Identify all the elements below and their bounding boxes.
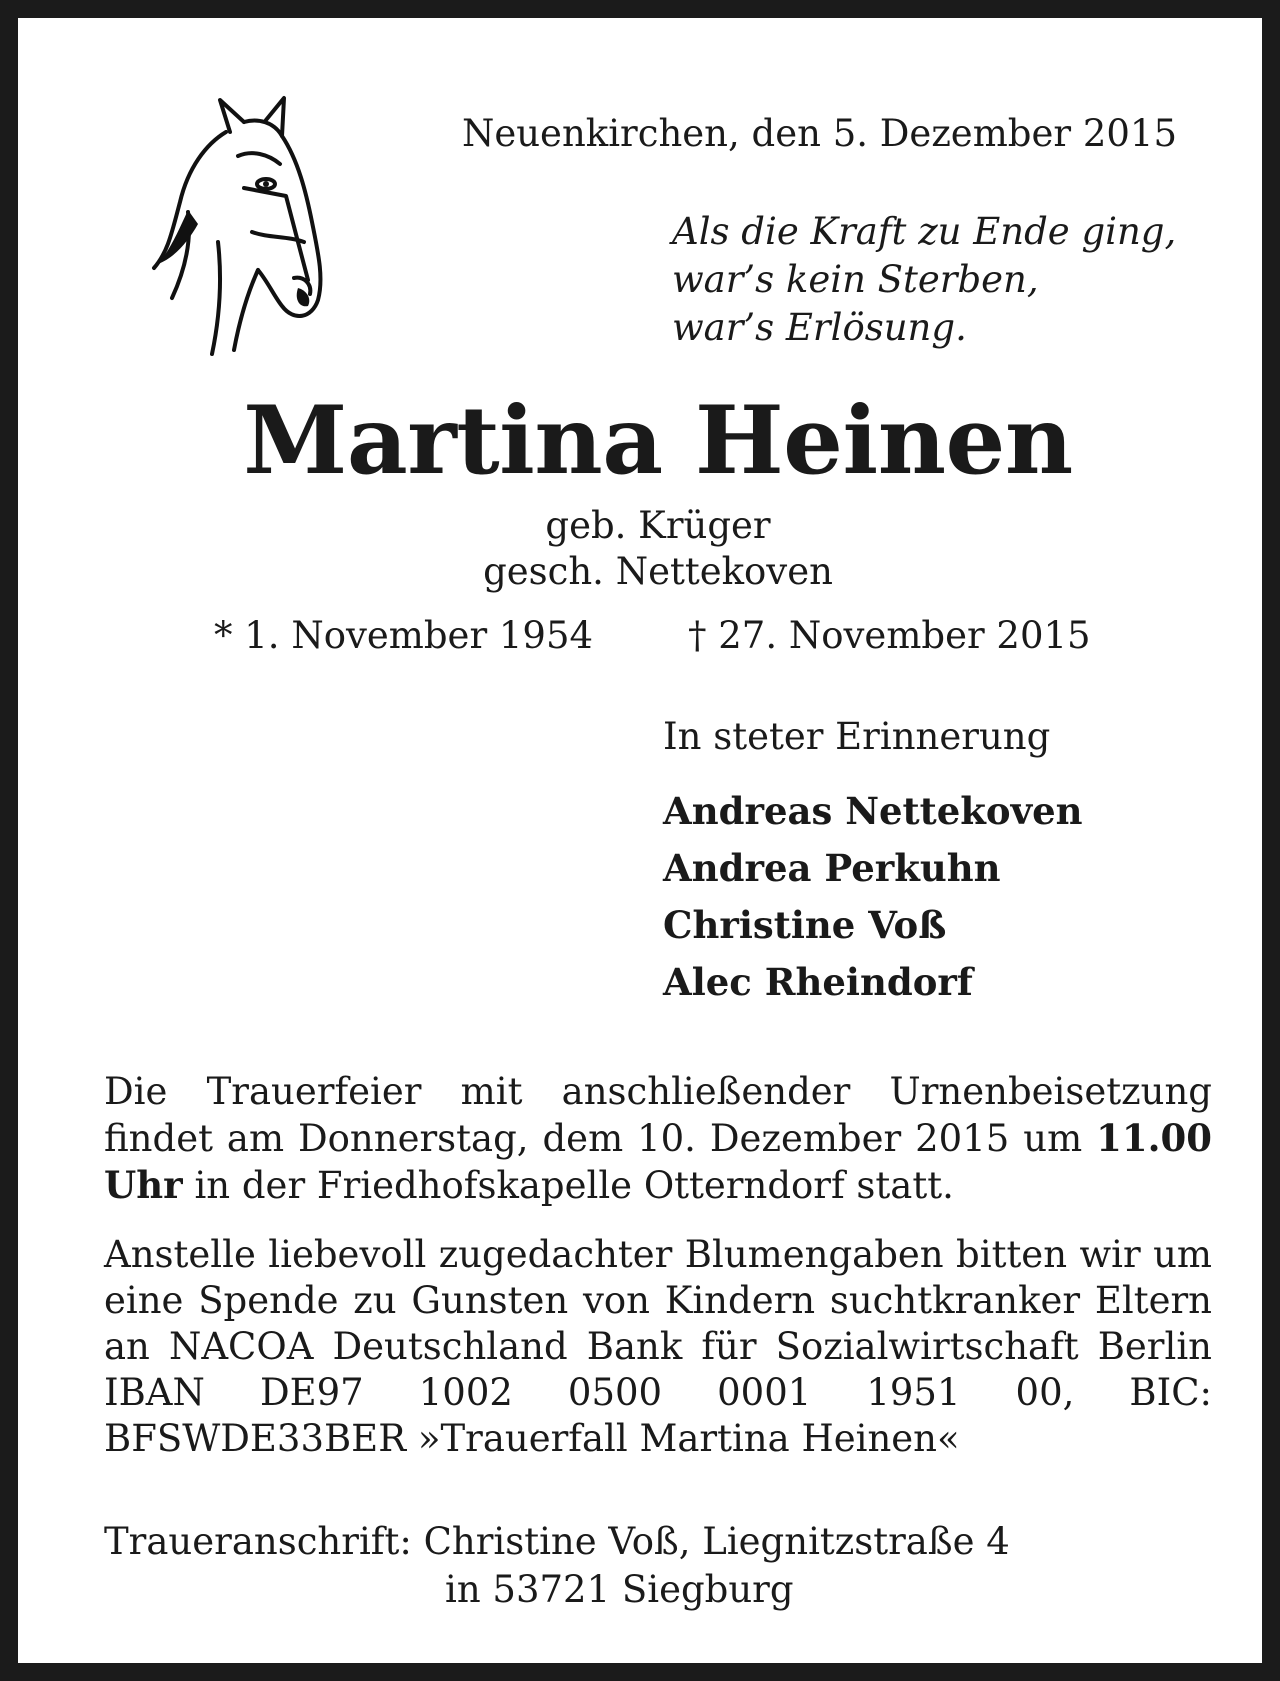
- address-line: Traueranschrift: Christine Voß, Liegnitzstraße 4: [104, 1520, 1010, 1563]
- donation-paragraph: Anstelle liebevoll zugedachter Blumengaben bitten wir um eine Spende zu Gunsten von Kindern suchtkranker Eltern an NACOA Deutschland Bank für Sozialwirtschaft Berlin IBAN DE97 1002 0500 0001 1951 00, BIC: BFSWDE33BER »Trauerfall Martina Heinen«: [104, 1233, 1212, 1460]
- mourner-name: Andrea Perkuhn: [663, 846, 1001, 890]
- motto-line: war’s kein Sterben,: [672, 258, 1039, 301]
- motto-line: war’s Erlösung.: [672, 306, 967, 349]
- horse-head-icon: [148, 92, 344, 364]
- birth-date: * 1. November 1954: [214, 614, 594, 657]
- deceased-name: Martina Heinen: [243, 386, 1073, 496]
- mourner-name: Andreas Nettekoven: [663, 789, 1083, 833]
- mourning-address: [104, 1518, 1010, 1614]
- remembrance-heading: In steter Erinnerung: [663, 715, 1051, 758]
- funeral-text-before: Die Trauerfeier mit anschließender Urnenbeisetzung findet am Donnerstag, dem 10. Dezember 2015 um: [104, 1070, 1212, 1160]
- birth-name: geb. Krüger: [545, 504, 771, 547]
- funeral-paragraph: [104, 1069, 1212, 1209]
- motto-verse: [672, 208, 1176, 352]
- funeral-time: 11.00 Uhr: [104, 1116, 1212, 1207]
- divorced-name: gesch. Nettekoven: [483, 550, 833, 593]
- funeral-text-after: in der Friedhofskapelle Otterndorf statt.: [194, 1164, 954, 1207]
- death-date: † 27. November 2015: [688, 614, 1091, 657]
- place-date: Neuenkirchen, den 5. Dezember 2015: [461, 112, 1177, 155]
- mourner-list: [663, 783, 1083, 1011]
- mourner-name: Alec Rheindorf: [663, 960, 973, 1004]
- address-line: in 53721 Siegburg: [445, 1568, 794, 1611]
- motto-line: Als die Kraft zu Ende ging,: [672, 210, 1177, 253]
- mourner-name: Christine Voß: [663, 903, 947, 947]
